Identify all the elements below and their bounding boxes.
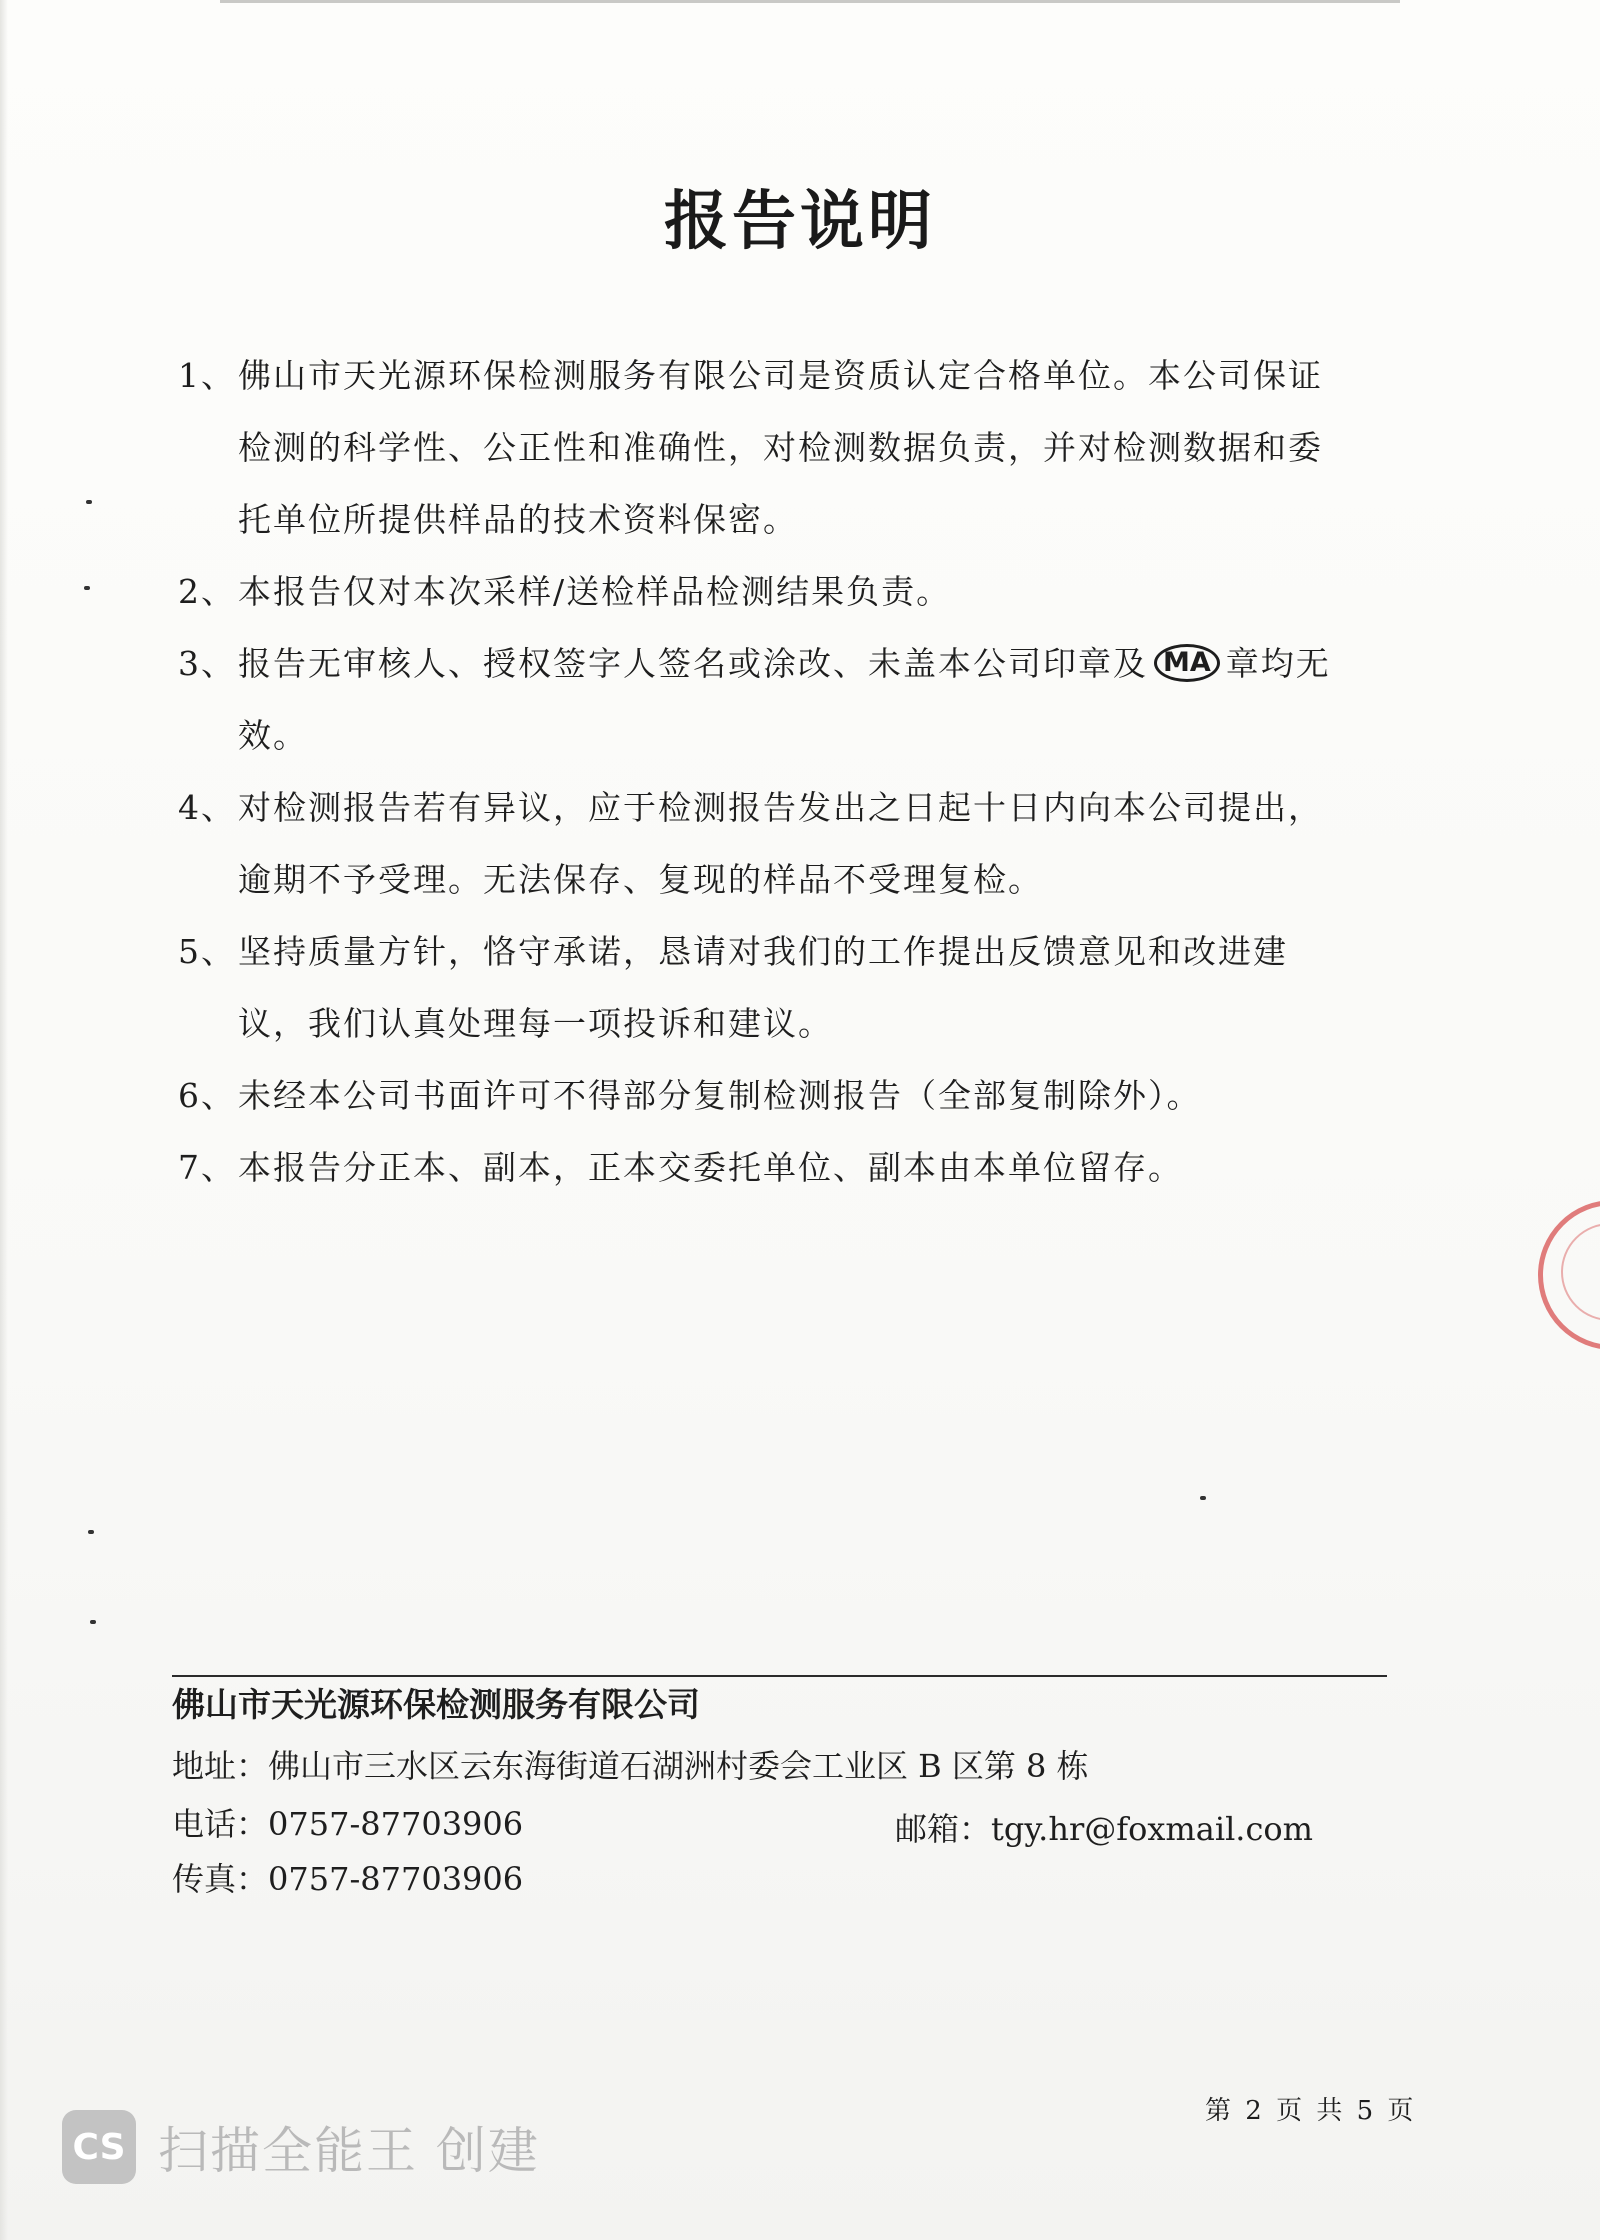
scan-speck bbox=[86, 500, 92, 504]
scan-speck bbox=[84, 586, 90, 590]
footer-fax: 传真：0757-87703906 bbox=[172, 1860, 524, 1898]
scan-speck bbox=[90, 1620, 96, 1624]
note-number: 2、 bbox=[178, 572, 236, 611]
note-item bbox=[178, 556, 1338, 628]
cma-mark-icon: MA bbox=[1154, 644, 1220, 682]
note-text: 坚持质量方针，恪守承诺，恳请对我们的工作提出反馈意见和改进建议，我们认真处理每一项投诉和建议。 bbox=[238, 932, 1288, 1043]
note-text: 本报告分正本、副本，正本交委托单位、副本由本单位留存。 bbox=[238, 1148, 1183, 1187]
note-text: 本报告仅对本次采样/送检样品检测结果负责。 bbox=[238, 572, 952, 611]
note-text: 报告无审核人、授权签字人签名或涂改、未盖本公司印章及 bbox=[238, 644, 1148, 683]
note-text: 佛山市天光源环保检测服务有限公司是资质认定合格单位。本公司保证检测的科学性、公正性和准确性，对检测数据负责，并对检测数据和委托单位所提供样品的技术资料保密。 bbox=[238, 356, 1323, 539]
note-text: 未经本公司书面许可不得部分复制检测报告（全部复制除外）。 bbox=[238, 1076, 1202, 1115]
note-number: 7、 bbox=[178, 1148, 236, 1187]
scan-speck bbox=[1200, 1496, 1206, 1500]
camscanner-logo-icon: CS bbox=[62, 2110, 136, 2184]
note-number: 1、 bbox=[178, 356, 236, 395]
page-left-edge bbox=[0, 0, 8, 2240]
note-item bbox=[178, 772, 1338, 916]
footer-company-name: 佛山市天光源环保检测服务有限公司 bbox=[172, 1685, 700, 1724]
note-item bbox=[178, 916, 1338, 1060]
footer-phone: 电话：0757-87703906 bbox=[172, 1805, 524, 1843]
page-top-edge bbox=[220, 0, 1400, 3]
watermark-text: 扫描全能王 创建 bbox=[158, 2122, 540, 2180]
note-item bbox=[178, 340, 1338, 556]
note-number: 5、 bbox=[178, 932, 236, 971]
note-item bbox=[178, 1132, 1338, 1204]
document-title: 报告说明 bbox=[664, 185, 936, 259]
notes-list bbox=[178, 340, 1338, 1204]
page-number: 第 2 页 共 5 页 bbox=[1205, 2096, 1417, 2126]
scanner-watermark bbox=[62, 2110, 540, 2184]
note-number: 4、 bbox=[178, 788, 236, 827]
footer-address: 地址：佛山市三水区云东海街道石湖洲村委会工业区 B 区第 8 栋 bbox=[172, 1747, 1089, 1785]
footer-divider bbox=[172, 1675, 1387, 1677]
company-seal-icon bbox=[1538, 1200, 1600, 1350]
note-number: 6、 bbox=[178, 1076, 236, 1115]
footer-email: 邮箱：tgy.hr@foxmail.com bbox=[895, 1810, 1314, 1848]
note-number: 3、 bbox=[178, 644, 236, 683]
scan-speck bbox=[88, 1530, 94, 1534]
note-text-continued: 章均无效。 bbox=[238, 644, 1331, 755]
note-item bbox=[178, 628, 1338, 772]
note-item bbox=[178, 1060, 1338, 1132]
note-text: 对检测报告若有异议，应于检测报告发出之日起十日内向本公司提出，逾期不予受理。无法保存、复现的样品不受理复检。 bbox=[238, 788, 1323, 899]
